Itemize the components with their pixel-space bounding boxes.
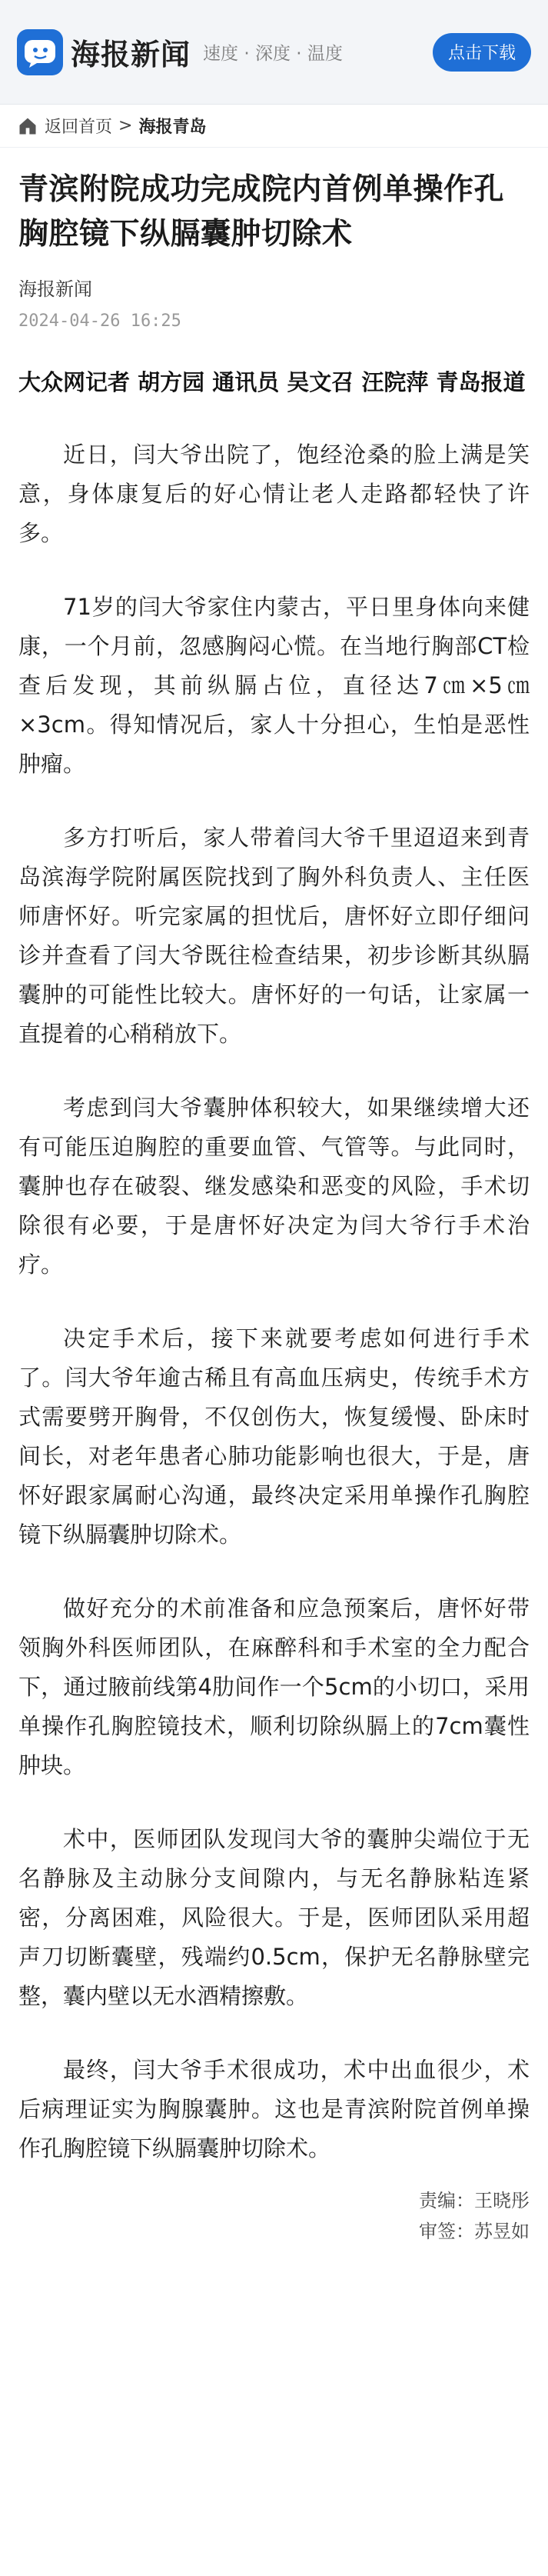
article-source: 海报新闻 xyxy=(18,278,92,300)
editor-name: 责编：王晓彤 xyxy=(419,2190,530,2211)
article-paragraph: 多方打听后，家人带着闫大爷千里迢迢来到青岛滨海学院附属医院找到了胸外科负责人、主任医师唐怀好。听完家属的担忧后，唐怀好立即仔细问诊并查看了闫大爷既往检查结果，初步诊断其纵膈囊肿的可能性比较大。唐怀好的一句话，让家属一直提着的心稍稍放下。 xyxy=(18,825,530,1047)
app-name: 海报新闻 xyxy=(71,38,191,72)
download-button[interactable]: 点击下载 xyxy=(433,33,531,72)
article-byline: 大众网记者 胡方园 通讯员 吴文召 汪院萍 青岛报道 xyxy=(18,369,526,395)
article-paragraph: 近日，闫大爷出院了，饱经沧桑的脸上满是笑意，身体康复后的好心情让老人走路都轻快了许多。 xyxy=(18,442,530,546)
app-download-banner xyxy=(0,0,548,105)
breadcrumb-separator: > xyxy=(118,116,133,135)
home-icon[interactable] xyxy=(17,115,38,137)
app-slogan: 速度 · 深度 · 温度 xyxy=(203,44,343,64)
article xyxy=(0,168,548,2247)
editor-credits xyxy=(18,2185,530,2247)
article-paragraph: 71岁的闫大爷家住内蒙古，平日里身体向来健康，一个月前，忽感胸闷心慌。在当地行胸部CT检查后发现，其前纵膈占位，直径达7㎝×5㎝×3cm。得知情况后，家人十分担心，生怕是恶性肿瘤。 xyxy=(18,594,530,777)
article-paragraph: 术中，医师团队发现闫大爷的囊肿尖端位于无名静脉及主动脉分支间隙内，与无名静脉粘连紧密，分离困难，风险很大。于是，医师团队采用超声刀切断囊壁，残端约0.5cm，保护无名静脉壁完整，囊内壁以无水酒精擦敷。 xyxy=(18,1826,530,2009)
breadcrumb-current-channel[interactable]: 海报青岛 xyxy=(138,118,207,137)
publish-date: 2024-04-26 16:25 xyxy=(18,312,181,331)
reviewer-name: 审签：苏昱如 xyxy=(419,2221,530,2242)
article-paragraph: 最终，闫大爷手术很成功，术中出血很少，术后病理证实为胸腺囊肿。这也是青滨附院首例单操作孔胸腔镜下纵膈囊肿切除术。 xyxy=(18,2057,530,2161)
article-paragraph: 考虑到闫大爷囊肿体积较大，如果继续增大还有可能压迫胸腔的重要血管、气管等。与此同时，囊肿也存在破裂、继发感染和恶变的风险，手术切除很有必要，于是唐怀好决定为闫大爷行手术治疗。 xyxy=(18,1095,530,1278)
article-paragraph: 做好充分的术前准备和应急预案后，唐怀好带领胸外科医师团队，在麻醉科和手术室的全力配合下，通过腋前线第4肋间作一个5cm的小切口，采用单操作孔胸腔镜技术，顺利切除纵膈上的7cm囊性肿块。 xyxy=(18,1595,530,1778)
article-title: 青滨附院成功完成院内首例单操作孔胸腔镜下纵膈囊肿切除术 xyxy=(18,172,505,252)
breadcrumb xyxy=(0,105,548,148)
back-home-link[interactable]: 返回首页 xyxy=(45,118,113,137)
article-paragraph: 决定手术后，接下来就要考虑如何进行手术了。闫大爷年逾古稀且有高血压病史，传统手术方式需要劈开胸骨，不仅创伤大，恢复缓慢、卧床时间长，对老年患者心肺功能影响也很大，于是，唐怀好跟家属耐心沟通，最终决定采用单操作孔胸腔镜下纵膈囊肿切除术。 xyxy=(18,1325,530,1548)
app-logo-icon[interactable] xyxy=(17,29,63,75)
